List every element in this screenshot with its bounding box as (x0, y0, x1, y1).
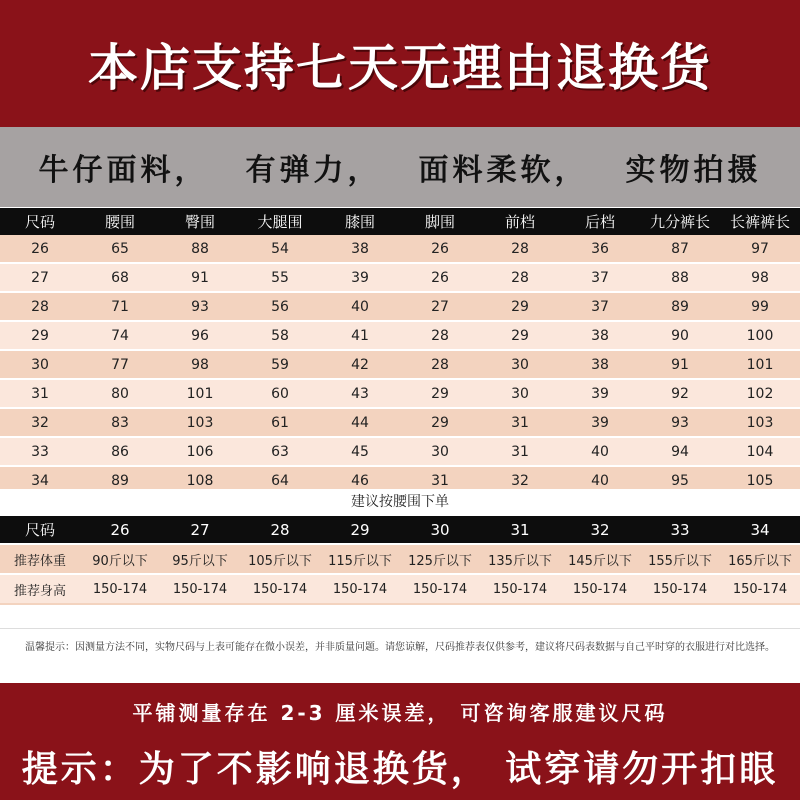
size-table-header (0, 208, 800, 235)
size-cell: 104 (720, 437, 800, 466)
recommend-cell: 27 (160, 516, 240, 544)
recommend-cell: 90斤以下 (80, 544, 160, 574)
size-cell: 80 (80, 379, 160, 408)
recommend-header (0, 516, 800, 544)
size-cell: 98 (160, 350, 240, 379)
feature-soft: 面料柔软， (418, 153, 589, 188)
recommend-cell: 150-174 (640, 574, 720, 604)
header-cell: 脚围 (400, 208, 480, 235)
size-cell: 98 (720, 263, 800, 292)
size-cell: 30 (480, 379, 560, 408)
size-cell: 29 (0, 321, 80, 350)
recommend-cell: 105斤以下 (240, 544, 320, 574)
size-cell: 97 (720, 235, 800, 263)
size-cell: 65 (80, 235, 160, 263)
size-cell: 32 (480, 466, 560, 494)
size-cell: 60 (240, 379, 320, 408)
header-cell: 臀围 (160, 208, 240, 235)
header-cell: 前档 (480, 208, 560, 235)
recommend-cell: 31 (480, 516, 560, 544)
size-cell: 32 (0, 408, 80, 437)
size-row (0, 263, 800, 292)
size-cell: 88 (640, 263, 720, 292)
header-cell: 腰围 (80, 208, 160, 235)
size-cell: 33 (0, 437, 80, 466)
size-cell: 91 (160, 263, 240, 292)
recommend-cell: 150-174 (240, 574, 320, 604)
size-cell: 91 (640, 350, 720, 379)
size-cell: 88 (160, 235, 240, 263)
measurement-note: 温馨提示：因测量方法不同，实物尺码与上表可能存在微小误差，并非质量问题。请您谅解，尺码推荐表仅供参考，建议将尺码表数据与自己平时穿的衣服进行对比选择。 (0, 628, 800, 683)
header-cell: 九分裤长 (640, 208, 720, 235)
size-cell: 86 (80, 437, 160, 466)
recommend-cell: 26 (80, 516, 160, 544)
size-cell: 58 (240, 321, 320, 350)
size-cell: 71 (80, 292, 160, 321)
size-cell: 93 (160, 292, 240, 321)
size-cell: 103 (720, 408, 800, 437)
header-cell: 长裤裤长 (720, 208, 800, 235)
feature-band (0, 127, 800, 207)
size-cell: 83 (80, 408, 160, 437)
try-on-notice: 提示：为了不影响退换货， 试穿请勿开扣眼 (21, 749, 779, 790)
size-cell: 27 (0, 263, 80, 292)
size-cell: 43 (320, 379, 400, 408)
size-cell: 74 (80, 321, 160, 350)
recommend-cell: 29 (320, 516, 400, 544)
size-cell: 31 (0, 379, 80, 408)
size-cell: 92 (640, 379, 720, 408)
size-cell: 93 (640, 408, 720, 437)
size-row (0, 408, 800, 437)
size-cell: 96 (160, 321, 240, 350)
size-cell: 30 (0, 350, 80, 379)
size-cell: 37 (560, 292, 640, 321)
size-cell: 30 (480, 350, 560, 379)
size-cell: 31 (480, 437, 560, 466)
recommend-cell: 150-174 (400, 574, 480, 604)
size-cell: 29 (480, 321, 560, 350)
size-cell: 46 (320, 466, 400, 494)
size-cell: 38 (560, 350, 640, 379)
recommend-cell: 145斤以下 (560, 544, 640, 574)
header-cell: 尺码 (0, 208, 80, 235)
header-cell: 膝围 (320, 208, 400, 235)
size-cell: 68 (80, 263, 160, 292)
size-cell: 27 (400, 292, 480, 321)
size-cell: 106 (160, 437, 240, 466)
size-cell: 108 (160, 466, 240, 494)
size-row (0, 321, 800, 350)
size-cell: 102 (720, 379, 800, 408)
size-cell: 38 (560, 321, 640, 350)
size-row (0, 350, 800, 379)
size-cell: 59 (240, 350, 320, 379)
size-cell: 28 (400, 321, 480, 350)
size-cell: 105 (720, 466, 800, 494)
size-cell: 56 (240, 292, 320, 321)
size-row (0, 235, 800, 263)
size-cell: 77 (80, 350, 160, 379)
size-cell: 61 (240, 408, 320, 437)
size-cell: 39 (560, 408, 640, 437)
feature-stretch: 有弹力， (245, 153, 382, 188)
size-cell: 89 (80, 466, 160, 494)
recommend-cell: 150-174 (560, 574, 640, 604)
recommend-cell: 150-174 (320, 574, 400, 604)
size-cell: 29 (400, 408, 480, 437)
size-cell: 44 (320, 408, 400, 437)
recommend-cell: 150-174 (720, 574, 800, 604)
size-cell: 37 (560, 263, 640, 292)
recommend-row-label: 推荐身高 (0, 574, 80, 604)
recommend-cell: 28 (240, 516, 320, 544)
size-row (0, 379, 800, 408)
recommend-cell: 150-174 (80, 574, 160, 604)
size-cell: 39 (320, 263, 400, 292)
size-cell: 29 (480, 292, 560, 321)
size-cell: 54 (240, 235, 320, 263)
recommend-cell: 95斤以下 (160, 544, 240, 574)
recommend-cell: 135斤以下 (480, 544, 560, 574)
size-cell: 34 (0, 466, 80, 494)
size-cell: 40 (560, 466, 640, 494)
size-row (0, 437, 800, 466)
size-cell: 41 (320, 321, 400, 350)
size-cell: 28 (400, 350, 480, 379)
return-policy-banner (0, 0, 800, 127)
size-cell: 26 (400, 235, 480, 263)
size-table (0, 208, 800, 494)
bottom-banner (0, 683, 800, 800)
size-cell: 90 (640, 321, 720, 350)
size-cell: 94 (640, 437, 720, 466)
size-cell: 64 (240, 466, 320, 494)
size-cell: 28 (0, 292, 80, 321)
recommend-cell: 165斤以下 (720, 544, 800, 574)
recommend-cell: 30 (400, 516, 480, 544)
recommend-weight-row (0, 544, 800, 574)
size-cell: 26 (0, 235, 80, 263)
feature-real-photo: 实物拍摄 (625, 153, 762, 188)
recommend-cell: 32 (560, 516, 640, 544)
size-cell: 63 (240, 437, 320, 466)
size-cell: 26 (400, 263, 480, 292)
size-cell: 42 (320, 350, 400, 379)
size-cell: 103 (160, 408, 240, 437)
header-cell: 大腿围 (240, 208, 320, 235)
size-cell: 87 (640, 235, 720, 263)
recommend-height-row (0, 574, 800, 604)
recommend-cell: 150-174 (480, 574, 560, 604)
size-cell: 99 (720, 292, 800, 321)
recommend-table (0, 516, 800, 605)
recommend-cell: 125斤以下 (400, 544, 480, 574)
size-cell: 45 (320, 437, 400, 466)
size-row (0, 292, 800, 321)
recommend-cell: 155斤以下 (640, 544, 720, 574)
size-cell: 40 (320, 292, 400, 321)
size-table-body (0, 235, 800, 494)
size-cell: 101 (720, 350, 800, 379)
size-cell: 39 (560, 379, 640, 408)
recommend-cell: 33 (640, 516, 720, 544)
size-cell: 89 (640, 292, 720, 321)
size-cell: 36 (560, 235, 640, 263)
size-cell: 29 (400, 379, 480, 408)
size-cell: 95 (640, 466, 720, 494)
size-cell: 101 (160, 379, 240, 408)
recommend-row-label: 推荐体重 (0, 544, 80, 574)
return-policy-title: 本店支持七天无理由退换货 (88, 38, 712, 97)
size-cell: 28 (480, 263, 560, 292)
size-cell: 38 (320, 235, 400, 263)
header-cell: 后档 (560, 208, 640, 235)
recommend-cell: 150-174 (160, 574, 240, 604)
size-cell: 31 (480, 408, 560, 437)
size-cell: 40 (560, 437, 640, 466)
recommend-row-label: 尺码 (0, 516, 80, 544)
recommend-cell: 34 (720, 516, 800, 544)
measure-error-notice: 平铺测量存在 2-3 厘米误差， 可咨询客服建议尺码 (132, 701, 668, 725)
order-advice: 建议按腰围下单 (0, 489, 800, 516)
size-cell: 55 (240, 263, 320, 292)
recommend-cell: 115斤以下 (320, 544, 400, 574)
size-cell: 30 (400, 437, 480, 466)
size-cell: 28 (480, 235, 560, 263)
feature-denim: 牛仔面料， (38, 153, 209, 188)
size-cell: 31 (400, 466, 480, 494)
size-cell: 100 (720, 321, 800, 350)
